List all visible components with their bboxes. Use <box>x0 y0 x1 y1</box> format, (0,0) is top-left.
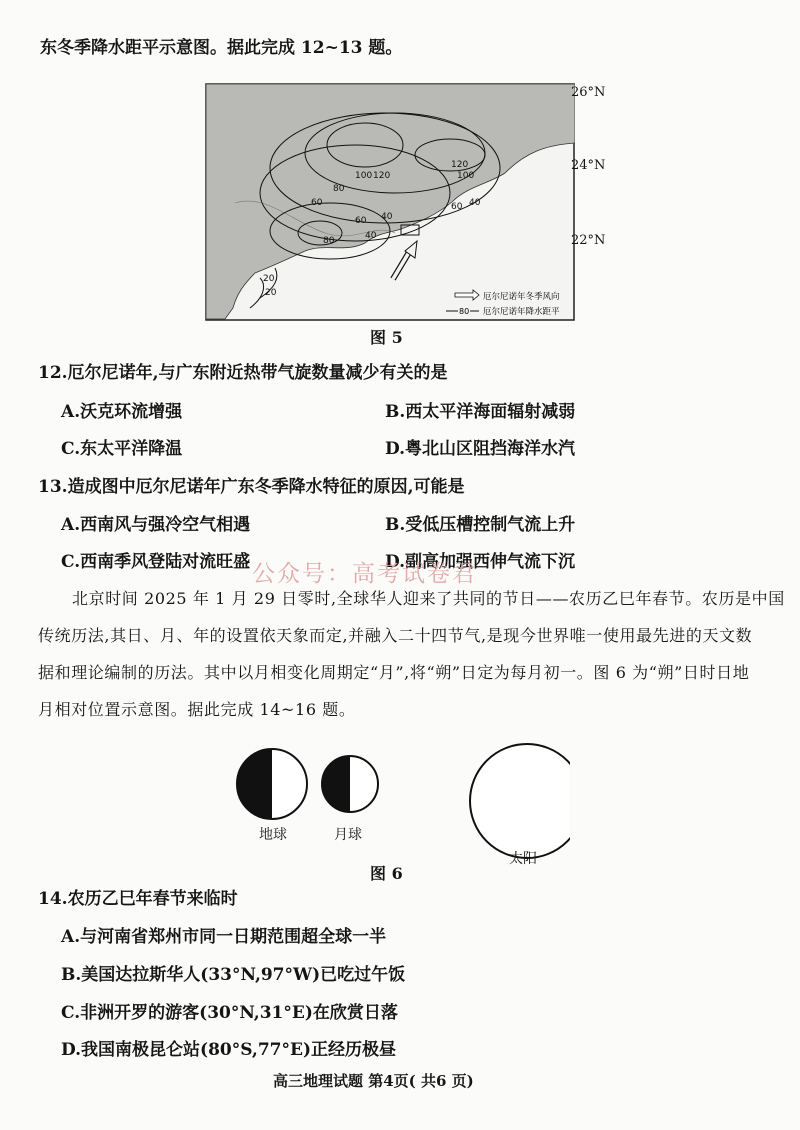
passage-line: 传统历法,其日、月、年的设置依天象而定,并融入二十四节气,是现今世界唯一使用最先进的天文数 <box>38 626 753 645</box>
earth-label: 地球 <box>259 827 287 843</box>
q13-option-d[interactable]: D.副高加强西伸气流下沉 <box>385 552 576 572</box>
figure5-caption: 图 5 <box>370 328 403 347</box>
sun-icon <box>470 744 570 858</box>
lat-label: 26°N <box>571 85 606 100</box>
contour-label: 120 <box>373 171 391 181</box>
contour-label: 80 <box>333 184 345 194</box>
q12-stem: 12.厄尔尼诺年,与广东附近热带气旋数量减少有关的是 <box>38 363 448 383</box>
passage-line: 据和理论编制的历法。其中以月相变化周期定“月”,将“朔”日定为每月初一。图 6 为“朔”日时日地 <box>38 663 750 682</box>
contour-label: 20 <box>263 274 275 284</box>
contour-label: 60 <box>451 202 463 212</box>
q14-option-b[interactable]: B.美国达拉斯华人(33°N,97°W)已吃过午饭 <box>61 965 406 985</box>
contour-label: 80 <box>323 236 335 246</box>
contour-label: 60 <box>311 198 323 208</box>
contour-label: 40 <box>469 198 481 208</box>
contour-label: 100 <box>355 171 373 181</box>
precipitation-anomaly-map <box>205 83 575 321</box>
svg-text:80: 80 <box>459 307 470 316</box>
svg-text:厄尔尼诺年冬季风向: 厄尔尼诺年冬季风向 <box>483 292 560 302</box>
watermark: 公众号：高考试卷君 <box>252 561 477 587</box>
moon-label: 月球 <box>334 827 362 843</box>
earth-icon <box>237 749 307 819</box>
q12-option-b[interactable]: B.西太平洋海面辐射减弱 <box>385 402 576 422</box>
moon-icon <box>322 756 378 812</box>
q12-option-c[interactable]: C.东太平洋降温 <box>61 439 183 459</box>
q12-option-d[interactable]: D.粤北山区阻挡海洋水汽 <box>385 439 576 459</box>
q13-option-b[interactable]: B.受低压槽控制气流上升 <box>385 515 576 535</box>
figure6-caption: 图 6 <box>370 864 403 883</box>
q14-option-c[interactable]: C.非洲开罗的游客(30°N,31°E)在欣赏日落 <box>61 1003 398 1023</box>
sun-earth-moon-diagram <box>230 735 570 865</box>
q13-option-c[interactable]: C.西南季风登陆对流旺盛 <box>61 552 251 572</box>
contour-label: 20 <box>265 288 277 298</box>
q12-option-a[interactable]: A.沃克环流增强 <box>61 402 183 422</box>
passage-line: 北京时间 2025 年 1 月 29 日零时,全球华人迎来了共同的节日——农历乙巳年春节。农历是中国 <box>72 589 785 608</box>
contour-label: 40 <box>381 212 393 222</box>
q14-option-d[interactable]: D.我国南极昆仑站(80°S,77°E)正经历极昼 <box>61 1040 397 1060</box>
page-footer: 高三地理试题 第4页( 共6 页) <box>273 1072 474 1090</box>
svg-text:厄尔尼诺年降水距平: 厄尔尼诺年降水距平 <box>483 307 560 317</box>
contour-label: 40 <box>365 231 377 241</box>
passage-line: 月相对位置示意图。据此完成 14~16 题。 <box>38 700 356 719</box>
q14-option-a[interactable]: A.与河南省郑州市同一日期范围超全球一半 <box>61 927 387 947</box>
lat-label: 24°N <box>571 158 606 173</box>
q13-option-a[interactable]: A.西南风与强冷空气相遇 <box>61 515 251 535</box>
contour-label: 100 <box>457 171 475 181</box>
contour-label: 120 <box>451 160 469 170</box>
q14-stem: 14.农历乙巳年春节来临时 <box>38 889 238 909</box>
q13-stem: 13.造成图中厄尔尼诺年广东冬季降水特征的原因,可能是 <box>38 477 465 497</box>
sun-label: 太阳 <box>509 851 537 867</box>
lat-label: 22°N <box>571 233 606 248</box>
contour-label: 60 <box>355 216 367 226</box>
intro-line: 东冬季降水距平示意图。据此完成 12~13 题。 <box>40 38 403 58</box>
